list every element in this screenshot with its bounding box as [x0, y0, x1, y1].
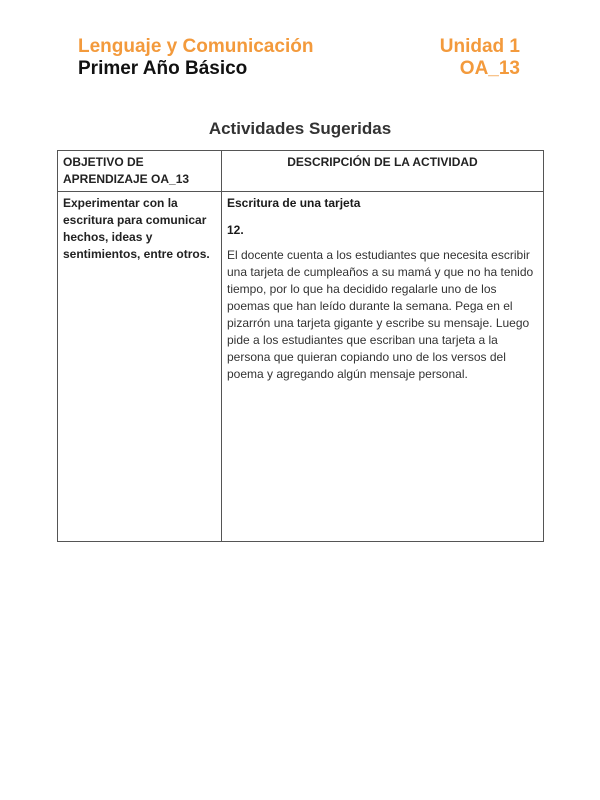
page-title: Actividades Sugeridas	[208, 119, 392, 138]
activities-table	[57, 150, 544, 542]
subject-title: Lenguaje y Comunicación	[78, 36, 314, 57]
description-cell	[222, 192, 544, 542]
document-header-right	[440, 36, 520, 80]
activity-number: 12.	[227, 223, 244, 237]
table-header-row	[58, 151, 544, 192]
objective-cell: Experimentar con la escritura para comunicar hechos, ideas y sentimientos, entre otros.	[58, 192, 222, 542]
grade-label: Primer Año Básico	[78, 58, 248, 79]
unit-label: Unidad 1	[439, 36, 520, 57]
activity-description: El docente cuenta a los estudiantes que necesita escribir una tarjeta de cumpleaños a su mamá y que no ha tenido tiempo, por lo que ha decidido regalarle uno de los poemas que han leído durante la semana. Pega en el pizarrón una tarjeta gigante y escribe su mensaje. Luego pide a los estudiantes que escriban una tarjeta a la persona que quieran copiando uno de los versos del poema y agregando algún mensaje personal.	[227, 248, 534, 381]
table-row	[58, 192, 544, 542]
document-header-left	[78, 36, 313, 80]
column-header-objective: OBJETIVO DE APRENDIZAJE OA_13	[58, 151, 222, 192]
column-header-description: DESCRIPCIÓN DE LA ACTIVIDAD	[222, 151, 544, 192]
activity-title: Escritura de una tarjeta	[227, 196, 361, 210]
objective-code: OA_13	[459, 58, 520, 79]
